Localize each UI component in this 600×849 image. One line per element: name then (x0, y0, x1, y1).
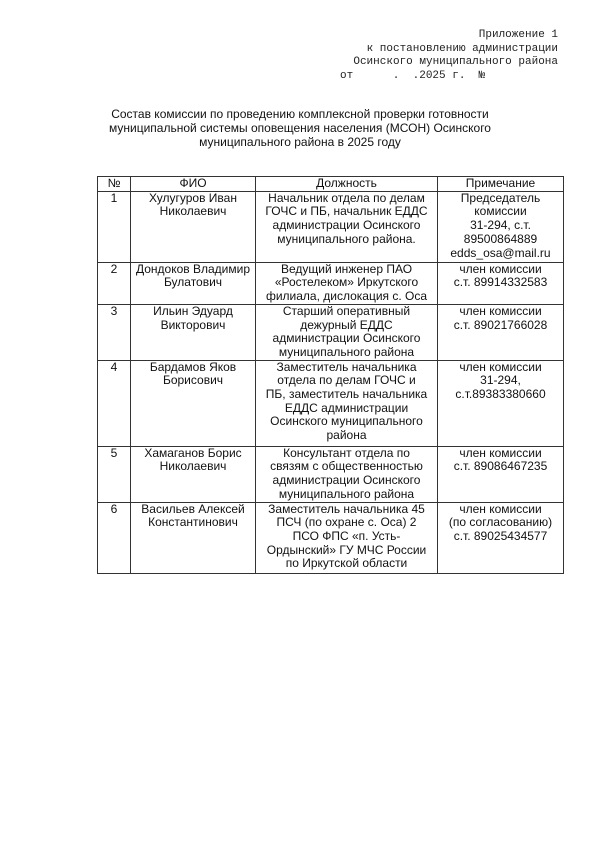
cell-position-line: администрации Осинского (272, 331, 421, 346)
header-note: Примечание (438, 177, 564, 192)
cell-fio (131, 262, 256, 304)
cell-fio (131, 360, 256, 446)
cell-note-line: (по согласованию) (448, 515, 553, 530)
cell-note-line: с.т.89383380660 (455, 387, 546, 402)
cell-note-line: Председатель (460, 190, 541, 205)
commission-table (97, 176, 564, 574)
cell-position-line: муниципального района (278, 344, 415, 359)
cell-note-line: 31-294, с.т. (470, 218, 531, 233)
cell-position-line: ГОЧС и ПБ, начальник ЕДДС (265, 204, 428, 219)
cell-position-line: Ведущий инженер ПАО (280, 261, 413, 276)
cell-position-line: ПСЧ (по охране с. Оса) 2 (276, 515, 417, 530)
cell-fio-line: Николаевич (159, 204, 227, 219)
cell-fio-line: Хулугуров Иван (149, 190, 237, 205)
table-row (98, 262, 564, 304)
cell-position-line: ПБ, заместитель начальника (265, 387, 428, 402)
cell-note-line: с.т. 89914332583 (453, 275, 548, 290)
cell-note-line: член комиссии (459, 501, 542, 516)
cell-position-line: дежурный ЕДДС (300, 317, 393, 332)
cell-number: 3 (98, 304, 131, 360)
table-header-row (98, 177, 564, 192)
cell-note-line: edds_osa@mail.ru (450, 245, 551, 260)
cell-fio (131, 446, 256, 502)
cell-note-line: 31-294, (480, 373, 521, 388)
cell-position (256, 502, 438, 573)
cell-note-line: член комиссии (459, 261, 542, 276)
cell-position-line: «Ростелеком» Иркутского (274, 275, 419, 290)
cell-note (438, 360, 564, 446)
cell-fio-line: Викторович (160, 317, 226, 332)
header-fio: ФИО (131, 177, 256, 192)
cell-position-line: отдела по делам ГОЧС и (277, 373, 416, 388)
cell-position (256, 304, 438, 360)
cell-position-line: муниципального района. (277, 231, 416, 246)
cell-fio-line: Борисович (162, 373, 224, 388)
cell-number: 5 (98, 446, 131, 502)
document-title (90, 107, 510, 149)
header-number: № (98, 177, 131, 192)
cell-fio (131, 304, 256, 360)
cell-fio-line: Булатович (163, 275, 223, 290)
cell-position (256, 446, 438, 502)
cell-position-line: Заместитель начальника 45 (268, 501, 425, 516)
appendix-resolution-ref: к постановлению администрации (366, 42, 558, 55)
table-row (98, 360, 564, 446)
cell-note-line: с.т. 89025434577 (453, 529, 548, 544)
cell-note-line: член комиссии (459, 445, 542, 460)
cell-note (438, 304, 564, 360)
cell-position-line: муниципального района (278, 486, 415, 501)
cell-fio (131, 191, 256, 262)
table-row (98, 502, 564, 573)
cell-note (438, 446, 564, 502)
cell-position (256, 191, 438, 262)
cell-note (438, 502, 564, 573)
cell-note-line: с.т. 89086467235 (453, 459, 548, 474)
cell-position-line: ПСО ФПС «п. Усть- (292, 529, 401, 544)
cell-note (438, 191, 564, 262)
table-row (98, 304, 564, 360)
cell-position (256, 262, 438, 304)
cell-fio-line: Николаевич (159, 459, 227, 474)
cell-position-line: по Иркутской области (285, 556, 408, 571)
cell-fio-line: Константинович (148, 515, 238, 530)
header-position: Должность (256, 177, 438, 192)
cell-fio-line: Ильин Эдуард (153, 303, 233, 318)
cell-position-line: Ордынский» ГУ МЧС России (266, 542, 427, 557)
cell-position-line: Начальник отдела по делам (268, 190, 425, 205)
cell-position-line: района (326, 428, 367, 443)
table-row (98, 191, 564, 262)
cell-note-line: член комиссии (459, 359, 542, 374)
cell-position-line: администрации Осинского (272, 473, 421, 488)
appendix-date-number: от . .2025 г. № (340, 69, 486, 82)
cell-number: 1 (98, 191, 131, 262)
cell-note (438, 262, 564, 304)
cell-fio (131, 502, 256, 573)
cell-fio-line: Дондоков Владимир (135, 261, 251, 276)
cell-note-line: комиссии (474, 204, 527, 219)
appendix-title: Приложение 1 (478, 29, 558, 41)
cell-number: 2 (98, 262, 131, 304)
cell-position-line: Старший оперативный (282, 303, 411, 318)
cell-position-line: Осинского муниципального (270, 414, 423, 429)
appendix-header (340, 29, 558, 83)
title-line: муниципальной системы оповещения населения (МСОН) Осинского (109, 121, 491, 135)
cell-note-line: 89500864889 (463, 231, 538, 246)
cell-position-line: Заместитель начальника (276, 359, 417, 374)
cell-fio-line: Бардамов Яков (149, 359, 237, 374)
cell-position-line: ЕДДС администрации (284, 400, 409, 415)
cell-number: 6 (98, 502, 131, 573)
cell-fio-line: Хамаганов Борис (144, 445, 242, 460)
title-line: Состав комиссии по проведению комплексной проверки готовности (111, 107, 489, 121)
appendix-district: Осинского муниципального района (353, 56, 558, 68)
cell-number: 4 (98, 360, 131, 446)
cell-position (256, 360, 438, 446)
cell-position-line: администрации Осинского (272, 218, 421, 233)
table-row (98, 446, 564, 502)
cell-note-line: с.т. 89021766028 (453, 317, 548, 332)
cell-position-line: связям с общественностью (270, 459, 423, 474)
cell-position-line: Консультант отдела по (283, 445, 410, 460)
cell-position-line: филиала, дислокация с. Оса (265, 289, 428, 304)
cell-fio-line: Васильев Алексей (141, 501, 245, 516)
cell-note-line: член комиссии (459, 303, 542, 318)
title-line: муниципального района в 2025 году (199, 135, 401, 149)
